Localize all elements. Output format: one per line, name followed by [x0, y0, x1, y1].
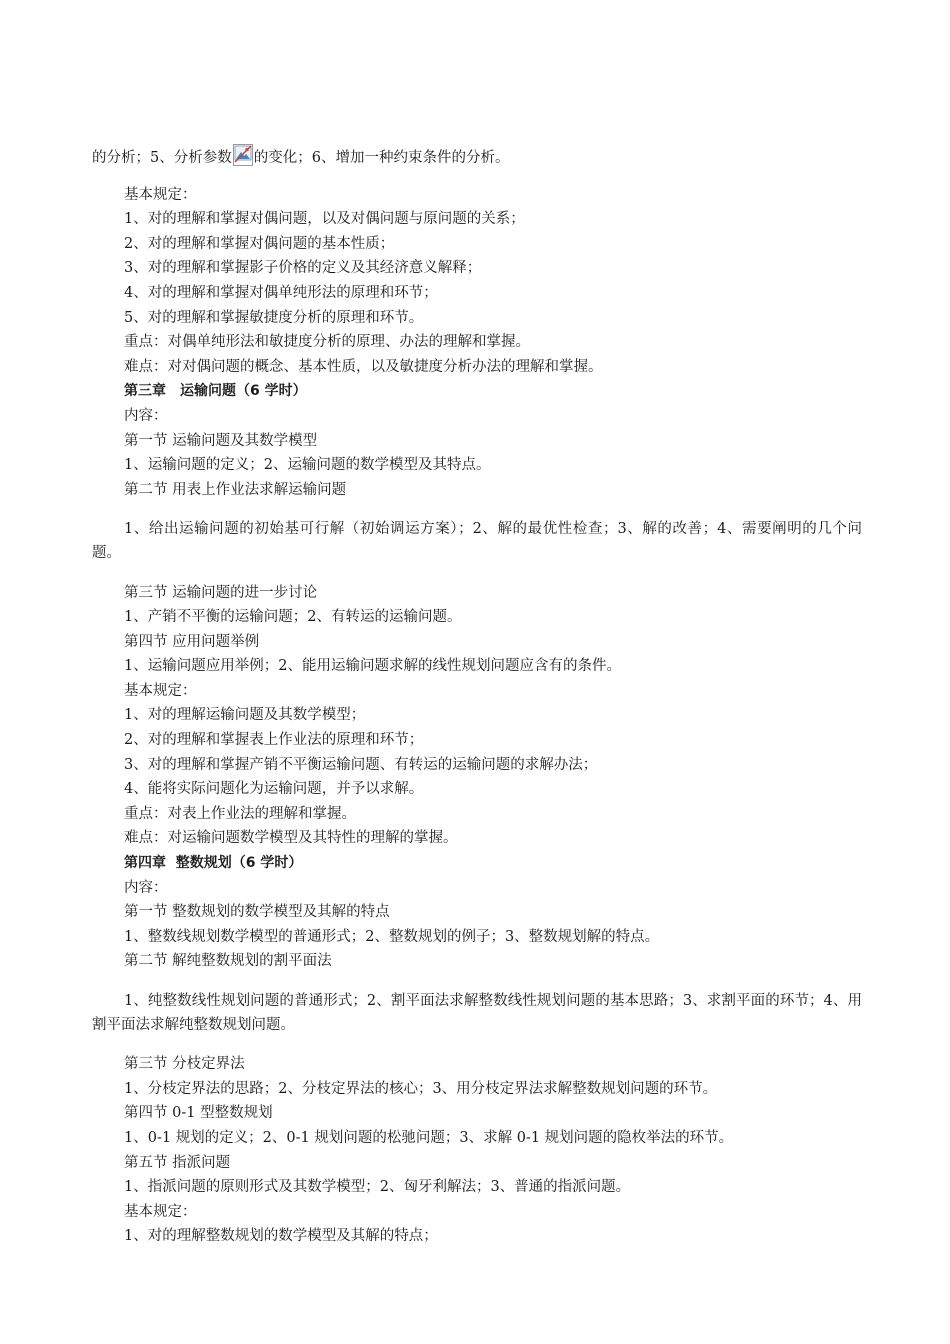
section-text: 1、运输问题应用举例；2、能用运输问题求解的线性规划问题应含有的条件。: [124, 658, 621, 675]
requirement-item: 2、对的理解和掌握对偶问题的基本性质；: [124, 235, 395, 252]
intro-text-a: 的分析；5、分析参数: [92, 150, 232, 166]
requirement-item: 3、对的理解和掌握影子价格的定义及其经济意义解释；: [124, 260, 482, 277]
difficult-points: 难点：对运输问题数学模型及其特性的理解的掌握。: [124, 830, 458, 847]
requirement-item: 1、对的理解运输问题及其数学模型；: [124, 707, 366, 724]
chapter-3-heading: 第三章 运输问题（6 学时）: [124, 383, 307, 400]
requirements-label: 基本规定：: [124, 682, 197, 699]
section-title: 第二节 解纯整数规划的割平面法: [124, 953, 332, 970]
section-text: 1、分枝定界法的思路；2、分枝定界法的核心；3、用分枝定界法求解整数规划问题的环节。: [124, 1080, 718, 1097]
section-title: 第四节 0-1 型整数规划: [124, 1105, 273, 1122]
section-title: 第三节 分枝定界法: [124, 1056, 245, 1073]
intro-text-b: 的变化；6、增加一种约束条件的分析。: [253, 150, 510, 166]
section-title: 第五节 指派问题: [124, 1154, 231, 1171]
intro-line: [92, 144, 862, 171]
section-text: 1、产销不平衡的运输问题；2、有转运的运输问题。: [124, 609, 462, 626]
section-title: 第四节 应用问题举例: [124, 633, 260, 650]
section-paragraph: 1、给出运输问题的初始基可行解（初始调运方案）；2、解的最优性检查；3、解的改善；4、需要阐明的几个问题。: [92, 520, 862, 562]
requirement-item: 3、对的理解和掌握产销不平衡运输问题、有转运的运输问题的求解办法；: [124, 756, 598, 773]
requirement-item: 5、对的理解和掌握敏捷度分析的原理和环节。: [124, 309, 424, 326]
requirements-label: 基本规定：: [124, 186, 197, 203]
key-points: 重点：对表上作业法的理解和掌握。: [124, 805, 356, 822]
section-title: 第一节 运输问题及其数学模型: [124, 432, 318, 449]
section-title: 第一节 整数规划的数学模型及其解的特点: [124, 904, 390, 921]
broken-image-icon: [233, 144, 253, 166]
section-text: 1、0-1 规划的定义；2、0-1 规划问题的松驰问题；3、求解 0-1 规划问题的隐枚举法的环节。: [124, 1129, 734, 1146]
section-title: 第二节 用表上作业法求解运输问题: [124, 481, 347, 498]
requirement-item: 4、对的理解和掌握对偶单纯形法的原理和环节；: [124, 284, 438, 301]
content-label: 内容：: [124, 407, 168, 424]
chapter-4-heading: 第四章 整数规划（6 学时）: [124, 855, 303, 872]
section-paragraph: 1、纯整数线性规划问题的普通形式；2、割平面法求解整数线性规划问题的基本思路；3、求割平面的环节；4、用割平面法求解纯整数规划问题。: [92, 992, 862, 1034]
content-label: 内容：: [124, 879, 168, 896]
requirements-label: 基本规定：: [124, 1203, 197, 1220]
key-points: 重点：对偶单纯形法和敏捷度分析的原理、办法的理解和掌握。: [124, 334, 530, 351]
section-title: 第三节 运输问题的进一步讨论: [124, 584, 318, 601]
section-text: 1、指派问题的原则形式及其数学模型；2、匈牙利解法；3、普通的指派问题。: [124, 1179, 631, 1196]
difficult-points: 难点：对对偶问题的概念、基本性质，以及敏捷度分析办法的理解和掌握。: [124, 358, 603, 375]
document-body: [92, 144, 862, 1249]
requirement-item: 4、能将实际问题化为运输问题，并予以求解。: [124, 781, 424, 798]
section-text: 1、整数线规划数学模型的普通形式；2、整数规划的例子；3、整数规划解的特点。: [124, 928, 660, 945]
section-text: 1、运输问题的定义；2、运输问题的数学模型及其特点。: [124, 457, 491, 474]
requirement-item: 1、对的理解和掌握对偶问题，以及对偶问题与原问题的关系；: [124, 211, 525, 228]
requirement-item: 1、对的理解整数规划的数学模型及其解的特点；: [124, 1228, 438, 1245]
requirement-item: 2、对的理解和掌握表上作业法的原理和环节；: [124, 732, 424, 749]
